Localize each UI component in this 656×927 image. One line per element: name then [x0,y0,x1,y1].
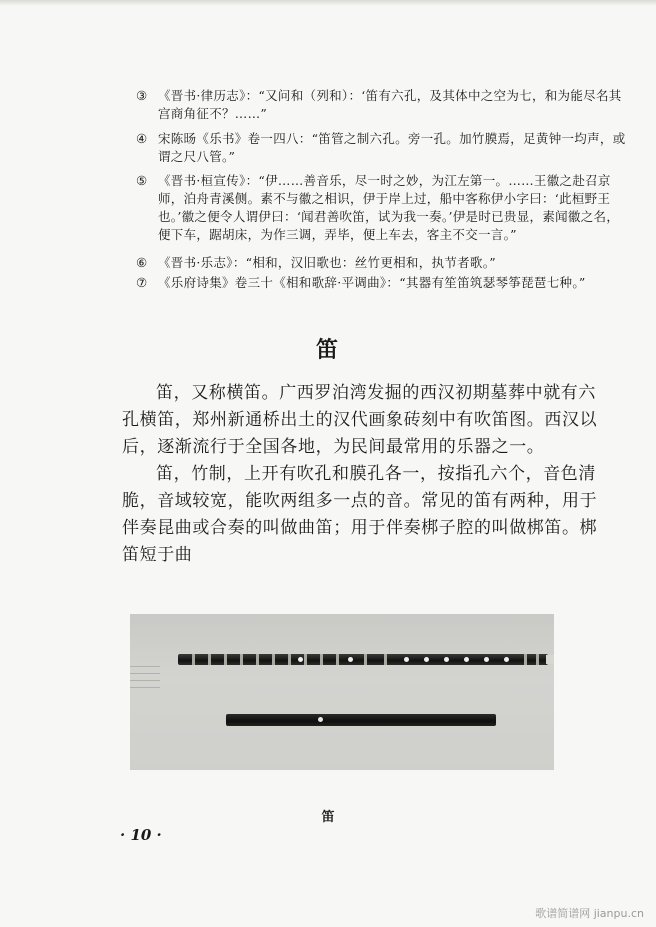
page-number: · 10 · [120,826,162,844]
footnote-text: 《乐府诗集》卷三十《相和歌辞·平调曲》：“其器有笙笛筑瑟琴筝琵琶七种。” [158,275,586,290]
section-title: 笛 [315,337,340,363]
page-top-edge [0,0,656,6]
footnote-6 [136,254,626,272]
bleed-through-text [360,626,448,642]
footnote-number: ⑦ [136,275,148,290]
footnote-5 [136,172,626,244]
footnote-text: 《晋书·律历志》：“又问和（列和）：‘笛有六孔，及其体中之空为七，和为能尽名其宫商角征不？……” [158,88,622,121]
short-flute-image [226,714,496,726]
footnote-7 [136,274,626,292]
footnote-4 [136,130,626,166]
long-flute-image [178,654,548,665]
footnote-number: ④ [136,131,148,146]
footnote-text: 《晋书·桓宣传》：“伊……善音乐，尽一时之妙，为江左第一。……王徽之赴召京师，泊舟青溪侧。素不与徽之相识，伊于岸上过，船中客称伊小字曰：‘此桓野王也。’徽之便令人谓伊曰：‘闻君善吹笛，试为我一奏。’伊是时已贵显，素闻徽之名，便下车，踞胡床，为作三调，弄毕，便上车去，客主不交一言。” [158,173,620,242]
body-paragraph-2: 笛，竹制，上开有吹孔和膜孔各一，按指孔六个，音色清脆，音域较宽，能吹两组多一点的音。常见的笛有两种，用于伴奏昆曲或合奏的叫做曲笛；用于伴奏梆子腔的叫做梆笛。梆笛短于曲 [122,464,598,565]
body-paragraph-1: 笛，又称横笛。广西罗泊湾发掘的西汉初期墓葬中就有六孔横笛，郑州新通桥出土的汉代画象砖刻中有吹笛图。西汉以后，逐渐流行于全国各地，为民间最常用的乐器之一。 [122,383,598,457]
photo-caption: 笛 [321,810,335,825]
footnote-3 [136,87,626,123]
watermark: 歌谱简谱网 jianpu.cn [535,907,644,920]
footnote-number: ⑥ [136,255,148,270]
footnote-number: ⑤ [136,173,148,188]
footnote-text: 宋陈旸《乐书》卷一四八：“笛管之制六孔。旁一孔。加竹膜焉，足黄钟一均声，或谓之尺八管。” [158,131,626,164]
bleed-through-staff [130,666,160,696]
flute-photo [130,614,554,770]
footnote-number: ③ [136,88,148,103]
footnote-text: 《晋书·乐志》：“相和，汉旧歌也：丝竹更相和，执节者歌。” [158,255,496,270]
